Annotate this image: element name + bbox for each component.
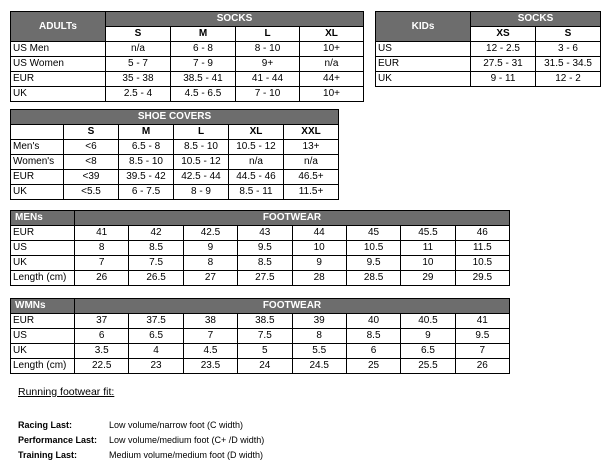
size-cell: 28.5 [346, 271, 400, 286]
fit-label: Racing Last: [18, 420, 73, 430]
size-header: L [236, 27, 300, 42]
row-label: EUR [11, 314, 75, 329]
kids-socks-table [375, 11, 601, 87]
size-cell: 3.5 [75, 344, 129, 359]
size-cell: 31.5 - 34.5 [536, 57, 601, 72]
size-cell: 7.5 [129, 256, 183, 271]
blank-header [11, 125, 64, 140]
size-cell: 6.5 [129, 329, 183, 344]
size-cell: 10.5 - 12 [229, 140, 284, 155]
fit-desc: Low volume/narrow foot (C width) [109, 420, 244, 430]
table-row [11, 256, 510, 271]
size-cell: 7 - 9 [171, 57, 236, 72]
mens-group-header: FOOTWEAR [75, 211, 510, 226]
table-row [11, 185, 339, 200]
row-label: US [11, 241, 75, 256]
row-label: UK [11, 344, 75, 359]
row-label: US [376, 42, 471, 57]
size-cell: n/a [284, 155, 339, 170]
size-cell: 8.5 - 11 [229, 185, 284, 200]
size-cell: 9 [183, 241, 237, 256]
size-cell: n/a [229, 155, 284, 170]
size-header: S [64, 125, 119, 140]
size-cell: 44 [292, 226, 346, 241]
kids-body [376, 42, 601, 87]
size-cell: 5.5 [292, 344, 346, 359]
table-row [376, 72, 601, 87]
size-cell: 4.5 [183, 344, 237, 359]
size-cell: 8 - 9 [174, 185, 229, 200]
size-cell: 27.5 [238, 271, 292, 286]
womens-footwear-table [10, 298, 510, 374]
size-cell: 8 [292, 329, 346, 344]
table-row [376, 57, 601, 72]
size-cell: 11.5+ [284, 185, 339, 200]
size-cell: 23 [129, 359, 183, 374]
row-label: UK [11, 256, 75, 271]
womens-body [11, 314, 510, 374]
size-cell: 9.5 [238, 241, 292, 256]
size-cell: 4.5 - 6.5 [171, 87, 236, 102]
shoe-covers-table [10, 109, 339, 200]
row-label: Length (cm) [11, 359, 75, 374]
fit-label: Training Last: [18, 450, 78, 460]
size-cell: 29 [401, 271, 455, 286]
size-cell: 25 [346, 359, 400, 374]
size-cell: 25.5 [401, 359, 455, 374]
size-cell: <6 [64, 140, 119, 155]
row-label: EUR [376, 57, 471, 72]
size-cell: 9.5 [455, 329, 509, 344]
size-cell: 46 [455, 226, 509, 241]
table-row [11, 42, 364, 57]
row-label: US Women [11, 57, 106, 72]
row-label: EUR [11, 226, 75, 241]
mens-footwear-table [10, 210, 510, 286]
size-cell: 38.5 - 41 [171, 72, 236, 87]
row-label: US Men [11, 42, 106, 57]
size-cell: 4 [129, 344, 183, 359]
size-cell: 8.5 [346, 329, 400, 344]
size-cell: 39.5 - 42 [119, 170, 174, 185]
table-row [11, 87, 364, 102]
size-cell: 6 [346, 344, 400, 359]
womens-group-header: FOOTWEAR [75, 299, 510, 314]
size-cell: 6.5 - 8 [119, 140, 174, 155]
size-cell: 22.5 [75, 359, 129, 374]
size-cell: 29.5 [455, 271, 509, 286]
size-header: XS [471, 27, 536, 42]
table-row [11, 170, 339, 185]
fit-desc: Low volume/medium foot (C+ /D width) [109, 435, 265, 445]
fit-row [18, 435, 264, 445]
size-cell: 27.5 - 31 [471, 57, 536, 72]
size-cell: 6.5 [401, 344, 455, 359]
running-fit-title: Running footwear fit: [18, 386, 115, 398]
size-cell: <8 [64, 155, 119, 170]
fit-label: Performance Last: [18, 435, 98, 445]
kids-group-header: SOCKS [471, 12, 601, 27]
fit-row [18, 420, 243, 430]
size-cell: 10.5 [455, 256, 509, 271]
table-row [11, 344, 510, 359]
size-cell: 6 [75, 329, 129, 344]
table-row [11, 140, 339, 155]
size-cell: 23.5 [183, 359, 237, 374]
row-label: US [11, 329, 75, 344]
adults-socks-table [10, 11, 364, 102]
size-cell: 45.5 [401, 226, 455, 241]
size-cell: 7.5 [238, 329, 292, 344]
size-cell: 45 [346, 226, 400, 241]
size-cell: 8.5 - 10 [119, 155, 174, 170]
size-cell: 26 [75, 271, 129, 286]
size-cell: 10.5 [346, 241, 400, 256]
shoe-covers-header: SHOE COVERS [11, 110, 339, 125]
size-cell: 27 [183, 271, 237, 286]
adults-body [11, 42, 364, 102]
size-header: L [174, 125, 229, 140]
row-label: Men's [11, 140, 64, 155]
size-cell: 40 [346, 314, 400, 329]
row-label: EUR [11, 170, 64, 185]
row-label: Length (cm) [11, 271, 75, 286]
size-header: M [119, 125, 174, 140]
size-cell: 3 - 6 [536, 42, 601, 57]
table-row [376, 42, 601, 57]
size-cell: <39 [64, 170, 119, 185]
table-row [11, 241, 510, 256]
adults-group-header: SOCKS [106, 12, 364, 27]
size-cell: 9+ [236, 57, 300, 72]
size-cell: 10 [292, 241, 346, 256]
size-cell: 8.5 - 10 [174, 140, 229, 155]
size-cell: 10 [401, 256, 455, 271]
size-cell: 7 [75, 256, 129, 271]
size-cell: 8.5 [238, 256, 292, 271]
fit-desc: Medium volume/medium foot (D width) [109, 450, 264, 460]
size-header: XXL [284, 125, 339, 140]
size-cell: n/a [300, 57, 364, 72]
size-cell: 7 [183, 329, 237, 344]
size-cell: 24 [238, 359, 292, 374]
row-label: UK [376, 72, 471, 87]
size-cell: 44.5 - 46 [229, 170, 284, 185]
size-cell: 6 - 7.5 [119, 185, 174, 200]
size-cell: 10.5 - 12 [174, 155, 229, 170]
size-cell: 10+ [300, 87, 364, 102]
size-cell: 2.5 - 4 [106, 87, 171, 102]
size-cell: 8 [183, 256, 237, 271]
row-label: EUR [11, 72, 106, 87]
size-cell: 11 [401, 241, 455, 256]
size-cell: 41 [455, 314, 509, 329]
size-cell: <5.5 [64, 185, 119, 200]
size-cell: 8 - 10 [236, 42, 300, 57]
size-header: M [171, 27, 236, 42]
size-cell: 41 - 44 [236, 72, 300, 87]
size-cell: 44+ [300, 72, 364, 87]
size-cell: 37 [75, 314, 129, 329]
size-cell: 43 [238, 226, 292, 241]
size-cell: 39 [292, 314, 346, 329]
row-label: UK [11, 87, 106, 102]
size-cell: 26.5 [129, 271, 183, 286]
size-cell: 5 - 7 [106, 57, 171, 72]
size-cell: 42.5 - 44 [174, 170, 229, 185]
size-cell: 37.5 [129, 314, 183, 329]
size-cell: n/a [106, 42, 171, 57]
size-cell: 40.5 [401, 314, 455, 329]
size-cell: 5 [238, 344, 292, 359]
fit-row [18, 450, 263, 460]
size-cell: 7 - 10 [236, 87, 300, 102]
size-cell: 9 - 11 [471, 72, 536, 87]
size-cell: 8 [75, 241, 129, 256]
size-cell: 11.5 [455, 241, 509, 256]
kids-label: KIDs [376, 12, 471, 42]
row-label: UK [11, 185, 64, 200]
shoe-covers-body [11, 140, 339, 200]
size-cell: 38 [183, 314, 237, 329]
row-label: Women's [11, 155, 64, 170]
table-row [11, 155, 339, 170]
size-cell: 26 [455, 359, 509, 374]
table-row [11, 72, 364, 87]
size-cell: 12 - 2.5 [471, 42, 536, 57]
table-row [11, 271, 510, 286]
size-cell: 7 [455, 344, 509, 359]
size-header: S [106, 27, 171, 42]
size-cell: 6 - 8 [171, 42, 236, 57]
size-cell: 8.5 [129, 241, 183, 256]
table-row [11, 359, 510, 374]
size-cell: 9 [401, 329, 455, 344]
size-cell: 41 [75, 226, 129, 241]
size-cell: 9.5 [346, 256, 400, 271]
size-cell: 24.5 [292, 359, 346, 374]
size-cell: 12 - 2 [536, 72, 601, 87]
mens-label: MENs [11, 211, 75, 226]
mens-body [11, 226, 510, 286]
size-header: XL [300, 27, 364, 42]
size-cell: 42.5 [183, 226, 237, 241]
table-row [11, 329, 510, 344]
size-cell: 42 [129, 226, 183, 241]
table-row [11, 57, 364, 72]
adults-label: ADULTs [11, 12, 106, 42]
womens-label: WMNs [11, 299, 75, 314]
size-cell: 9 [292, 256, 346, 271]
size-cell: 46.5+ [284, 170, 339, 185]
size-cell: 35 - 38 [106, 72, 171, 87]
table-row [11, 226, 510, 241]
size-cell: 38.5 [238, 314, 292, 329]
table-row [11, 314, 510, 329]
size-cell: 10+ [300, 42, 364, 57]
size-cell: 28 [292, 271, 346, 286]
size-cell: 13+ [284, 140, 339, 155]
size-header: S [536, 27, 601, 42]
size-header: XL [229, 125, 284, 140]
